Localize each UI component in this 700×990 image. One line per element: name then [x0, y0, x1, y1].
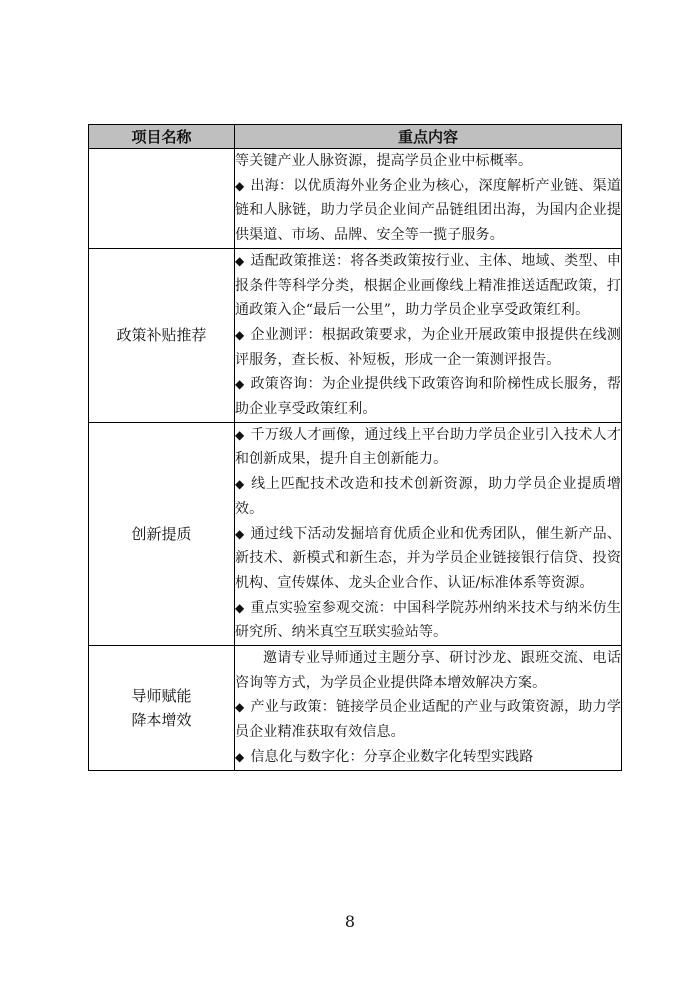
- diamond-bullet-icon: ◆: [235, 178, 245, 193]
- paragraph-text: 适配政策推送：将各类政策按行业、主体、地域、类型、申报条件等科学分类，根据企业画像线上精准推送适配政策，打通政策入企“最后一公里”，助力学员企业享受政策红利。: [235, 252, 621, 319]
- table-body: [89, 149, 622, 771]
- diamond-bullet-icon: ◆: [235, 477, 246, 492]
- table-row: [89, 646, 622, 771]
- content-paragraph: [235, 596, 621, 645]
- paragraph-text: 等关键产业人脉资源，提高学员企业中标概率。: [235, 153, 533, 169]
- row-key-content: [235, 248, 622, 422]
- content-paragraph: [235, 149, 621, 174]
- content-paragraph: [235, 695, 621, 744]
- content-paragraph: [235, 472, 621, 521]
- header-key-content: 重点内容: [235, 125, 622, 149]
- page-number: 8: [344, 912, 356, 931]
- content-table: [88, 124, 622, 771]
- paragraph-text: 重点实验室参观交流：中国科学院苏州纳米技术与纳米仿生研究所、纳米真空互联实验站等。: [235, 599, 621, 641]
- paragraph-text: 信息化与数字化：分享企业数字化转型实践路: [250, 748, 534, 765]
- content-paragraph: [235, 522, 621, 596]
- table-row: [89, 422, 622, 645]
- diamond-bullet-icon: ◆: [235, 327, 245, 342]
- row-project-name: 创新提质: [89, 422, 235, 645]
- content-paragraph: [235, 174, 621, 248]
- paragraph-text: 邀请专业导师通过主题分享、研讨沙龙、跟班交流、电话咨询等方式，为学员企业提供降本增效解决方案。: [235, 650, 621, 691]
- row-project-name: [89, 149, 235, 249]
- diamond-bullet-icon: ◆: [235, 427, 245, 442]
- diamond-bullet-icon: ◆: [235, 600, 245, 615]
- paragraph-text: 千万级人才画像，通过线上平台助力学员企业引入技术人才和创新成果，提升自主创新能力。: [235, 426, 621, 468]
- table-header-row: [89, 125, 622, 149]
- paragraph-text: 企业测评：根据政策要求，为企业开展政策申报提供在线测评服务，查长板、补短板，形成一企一策测评报告。: [235, 326, 621, 368]
- paragraph-text: 出海：以优质海外业务企业为核心，深度解析产业链、渠道链和人脉链，助力学员企业间产品链组团出海，为国内企业提供渠道、市场、品牌、安全等一揽子服务。: [235, 177, 621, 244]
- diamond-bullet-icon: ◆: [235, 377, 245, 392]
- diamond-bullet-icon: ◆: [235, 253, 245, 268]
- content-paragraph: [235, 372, 621, 421]
- row-project-name: 导师赋能 降本增效: [89, 646, 235, 771]
- content-paragraph: [235, 249, 621, 323]
- content-paragraph: [235, 646, 621, 695]
- row-key-content: [235, 646, 622, 771]
- header-project-name: 项目名称: [89, 125, 235, 149]
- paragraph-text: 线上匹配技术改造和技术创新资源，助力学员企业提质增效。: [235, 476, 621, 517]
- diamond-bullet-icon: ◆: [235, 749, 245, 764]
- content-paragraph: [235, 745, 621, 770]
- table-row: [89, 149, 622, 249]
- row-key-content: [235, 149, 622, 249]
- paragraph-text: 产业与政策：链接学员企业适配的产业与政策资源，助力学员企业精准获取有效信息。: [235, 699, 621, 741]
- document-page: [88, 124, 621, 771]
- table-row: [89, 248, 622, 422]
- paragraph-text: 政策咨询：为企业提供线下政策咨询和阶梯性成长服务，帮助企业享受政策红利。: [235, 376, 621, 418]
- diamond-bullet-icon: ◆: [235, 526, 245, 541]
- diamond-bullet-icon: ◆: [235, 700, 245, 715]
- row-key-content: [235, 422, 622, 645]
- content-paragraph: [235, 423, 621, 472]
- row-project-name: 政策补贴推荐: [89, 248, 235, 422]
- paragraph-text: 通过线下活动发掘培育优质企业和优秀团队，催生新产品、新技术、新模式和新生态，并为学员企业链接银行信贷、投资机构、宣传媒体、龙头企业合作、认证/标准体系等资源。: [235, 525, 621, 591]
- content-paragraph: [235, 323, 621, 372]
